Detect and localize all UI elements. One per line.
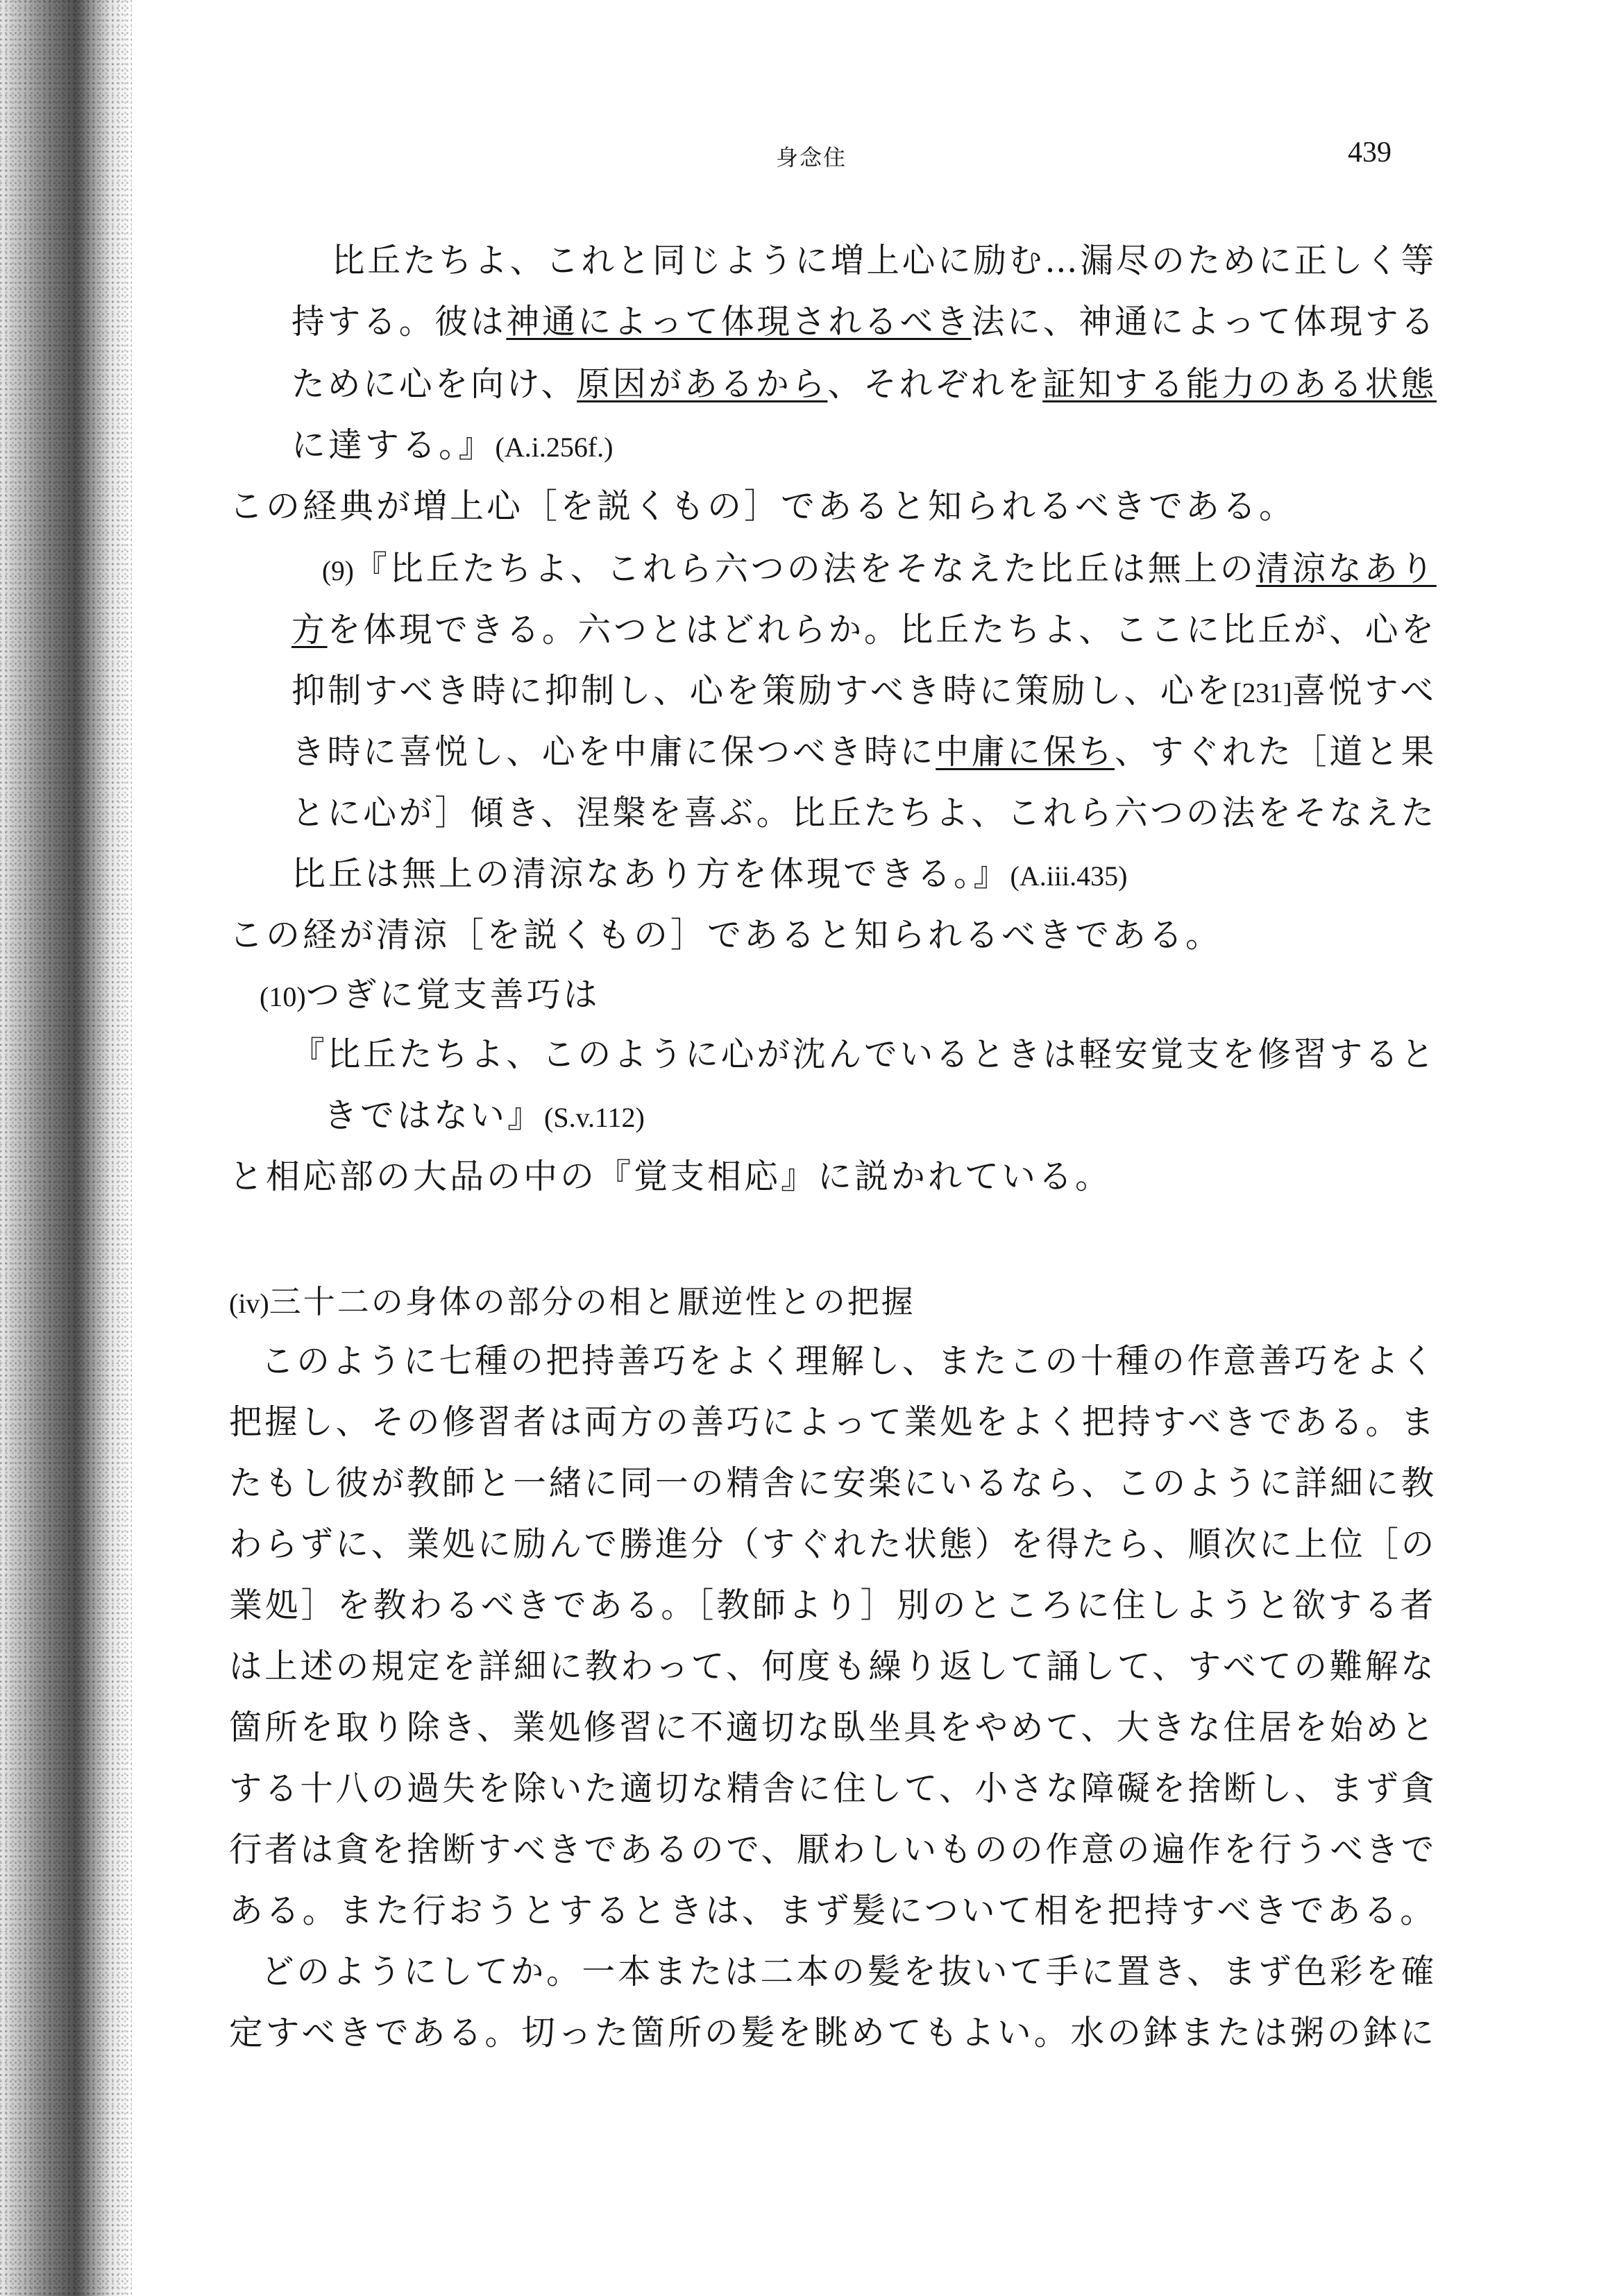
text-line: 業処］を教わるべきである。［教師より］別のところに住しようと欲する者 <box>229 1585 1437 1625</box>
underlined-phrase: 原因があるから <box>577 364 828 404</box>
text-line: どのようにしてか。一本または二本の髪を抜いて手に置き、まず色彩を確 <box>261 1952 1437 1991</box>
underlined-phrase: 神通によって体現されるべき <box>506 302 972 341</box>
text-line: 定すべきである。切った箇所の髪を眺めてもよい。水の鉢または粥の鉢に <box>229 2013 1437 2052</box>
text-line: 抑制すべき時に抑制し、心を策励すべき時に策励し、心を[231]喜悦すべ <box>291 671 1437 711</box>
text-line: に達する。』(A.i.256f.) <box>291 425 614 465</box>
text-line: 持する。彼は神通によって体現されるべき法に、神通によって体現する <box>291 302 1437 341</box>
underlined-phrase: 証知する能力のある状態 <box>1042 364 1437 404</box>
text-line: 行者は貪を捨断すべきであるので、厭わしいものの作意の遍作を行うべきで <box>229 1830 1437 1869</box>
text-line: き時に喜悦し、心を中庸に保つべき時に中庸に保ち、すぐれた［道と果 <box>291 732 1437 772</box>
text-line: わらずに、業処に励んで勝進分（すぐれた状態）を得たら、順次に上位［の <box>229 1524 1437 1564</box>
underlined-phrase: 清涼なあり <box>1255 549 1437 588</box>
page-header <box>0 137 1624 182</box>
page-reference: [231] <box>1233 677 1292 708</box>
text-line: 把握し、その修習者は両方の善巧によって業処をよく把持すべきである。ま <box>229 1402 1437 1442</box>
text-line: このように七種の把持善巧をよく理解し、またこの十種の作意善巧をよく <box>261 1341 1437 1381</box>
text-line: たもし彼が教師と一緒に同一の精舎に安楽にいるなら、このように詳細に教 <box>229 1463 1437 1503</box>
text-line: 比丘は無上の清涼なあり方を体現できる。』(A.iii.435) <box>291 854 1128 894</box>
text-line: 比丘たちよ、これと同じように増上心に励む…漏尽のために正しく等 <box>332 241 1437 280</box>
text-line: ために心を向け、原因があるから、それぞれを証知する能力のある状態 <box>291 364 1437 404</box>
text-line: とに心が］傾き、涅槃を喜ぶ。比丘たちよ、これら六つの法をそなえた <box>291 793 1437 833</box>
page-number: 439 <box>1348 137 1392 169</box>
text-line: (10)つぎに覚支善巧は <box>260 975 600 1014</box>
running-head: 身念住 <box>776 144 847 171</box>
section-heading: (iv)三十二の身体の部分の相と厭逆性との把握 <box>229 1283 915 1320</box>
text-line: する十八の過失を除いた適切な精舎に住して、小さな障礙を捨断し、まず貪 <box>229 1769 1437 1808</box>
text-line: (9)『比丘たちよ、これら六つの法をそなえた比丘は無上の清涼なあり <box>322 549 1437 588</box>
text-line: 箇所を取り除き、業処修習に不適切な臥坐具をやめて、大きな住居を始めと <box>229 1708 1437 1747</box>
section-number: (iv) <box>229 1288 269 1319</box>
text-line: と相応部の大品の中の『覚支相応』に説かれている。 <box>229 1157 1113 1196</box>
text-line: は上述の規定を詳細に教わって、何度も繰り返して誦して、すべての難解な <box>229 1647 1437 1686</box>
text-line: この経典が増上心［を説くもの］であると知られるべきである。 <box>229 486 1296 526</box>
text-line: 『比丘たちよ、このように心が沈んでいるときは軽安覚支を修習すると <box>291 1035 1437 1074</box>
text-line: 方を体現できる。六つとはどれらか。比丘たちよ、ここに比丘が、心を <box>291 610 1437 649</box>
item-number: (9) <box>322 555 354 586</box>
scan-binding-shadow <box>0 0 132 2296</box>
text-line: きではない』(S.v.112) <box>323 1096 645 1135</box>
underlined-phrase: 中庸に保ち <box>936 732 1115 772</box>
item-number: (10) <box>260 981 306 1012</box>
citation: (S.v.112) <box>544 1102 645 1133</box>
underlined-phrase: 方 <box>291 610 328 649</box>
citation: (A.iii.435) <box>1010 860 1128 892</box>
citation: (A.i.256f.) <box>495 432 614 463</box>
text-line: この経が清涼［を説くもの］であると知られるべきである。 <box>229 915 1223 955</box>
text-line: ある。また行おうとするときは、まず髪について相を把持すべきである。 <box>229 1891 1437 1930</box>
